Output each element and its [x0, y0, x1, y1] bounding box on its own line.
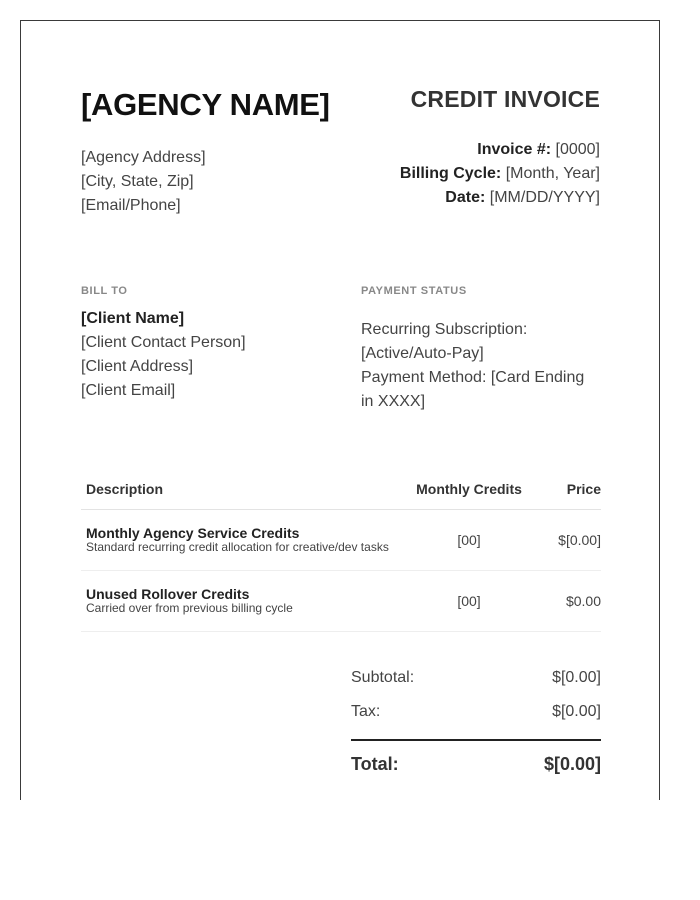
item-credits: [00]	[457, 532, 481, 548]
table-row	[81, 571, 601, 632]
invoice-title: CREDIT INVOICE	[410, 86, 600, 112]
subscription-line-2: [Active/Auto-Pay]	[361, 345, 484, 362]
invoice-page	[20, 20, 660, 800]
tax-row	[351, 695, 601, 729]
client-address: [Client Address]	[81, 358, 194, 375]
item-description	[81, 587, 407, 615]
item-price: $0.00	[565, 593, 601, 609]
client-email: [Client Email]	[81, 382, 176, 399]
column-header-price: Price	[566, 481, 601, 497]
item-description	[81, 526, 407, 554]
items-header-row	[81, 469, 601, 510]
subtotal-value: $[0.00]	[552, 669, 601, 686]
item-price: $[0.00]	[558, 532, 601, 548]
item-name: Unused Rollover Credits	[86, 586, 250, 602]
billing-cycle-label: Billing Cycle:	[399, 165, 502, 182]
tax-label: Tax:	[351, 703, 381, 720]
total-value: $[0.00]	[543, 753, 601, 774]
subscription-line-1: Recurring Subscription:	[361, 321, 528, 338]
subtotal-label: Subtotal:	[351, 669, 415, 686]
invoice-number-value: [0000]	[555, 141, 600, 158]
total-label: Total:	[351, 753, 399, 774]
agency-contact: [Email/Phone]	[81, 197, 181, 214]
column-header-description: Description	[86, 481, 164, 497]
payment-status-section	[361, 285, 601, 414]
agency-info	[81, 146, 206, 218]
billing-cycle-value: [Month, Year]	[505, 165, 600, 182]
invoice-number-label: Invoice #:	[477, 141, 552, 158]
bill-to-section	[81, 285, 341, 403]
invoice-date	[400, 186, 600, 210]
payment-status-label: PAYMENT STATUS	[361, 285, 467, 297]
column-header-credits: Monthly Credits	[416, 481, 522, 497]
agency-address: [Agency Address]	[81, 149, 206, 166]
invoice-date-value: [MM/DD/YYYY]	[489, 189, 600, 206]
invoice-meta	[400, 138, 600, 210]
invoice-number	[400, 138, 600, 162]
item-note: Carried over from previous billing cycle	[86, 601, 293, 615]
client-contact-person: [Client Contact Person]	[81, 334, 246, 351]
client-name: [Client Name]	[81, 310, 185, 327]
item-name: Monthly Agency Service Credits	[86, 525, 300, 541]
payment-status-lines	[361, 318, 601, 414]
bill-to-label: BILL TO	[81, 285, 128, 297]
bill-to-lines	[81, 307, 341, 403]
payment-method-line-1: Payment Method: [Card Ending	[361, 369, 585, 386]
totals-section	[351, 661, 601, 787]
item-credits: [00]	[457, 593, 481, 609]
items-table	[81, 469, 601, 632]
item-note: Standard recurring credit allocation for creative/dev tasks	[86, 540, 389, 554]
table-row	[81, 510, 601, 571]
invoice-date-label: Date:	[445, 189, 486, 206]
agency-city: [City, State, Zip]	[81, 173, 194, 190]
billing-cycle	[400, 162, 600, 186]
agency-name: [AGENCY NAME]	[81, 87, 330, 122]
tax-value: $[0.00]	[552, 703, 601, 720]
subtotal-row	[351, 661, 601, 695]
payment-method-line-2: in XXXX]	[361, 393, 426, 410]
total-row	[351, 741, 601, 787]
